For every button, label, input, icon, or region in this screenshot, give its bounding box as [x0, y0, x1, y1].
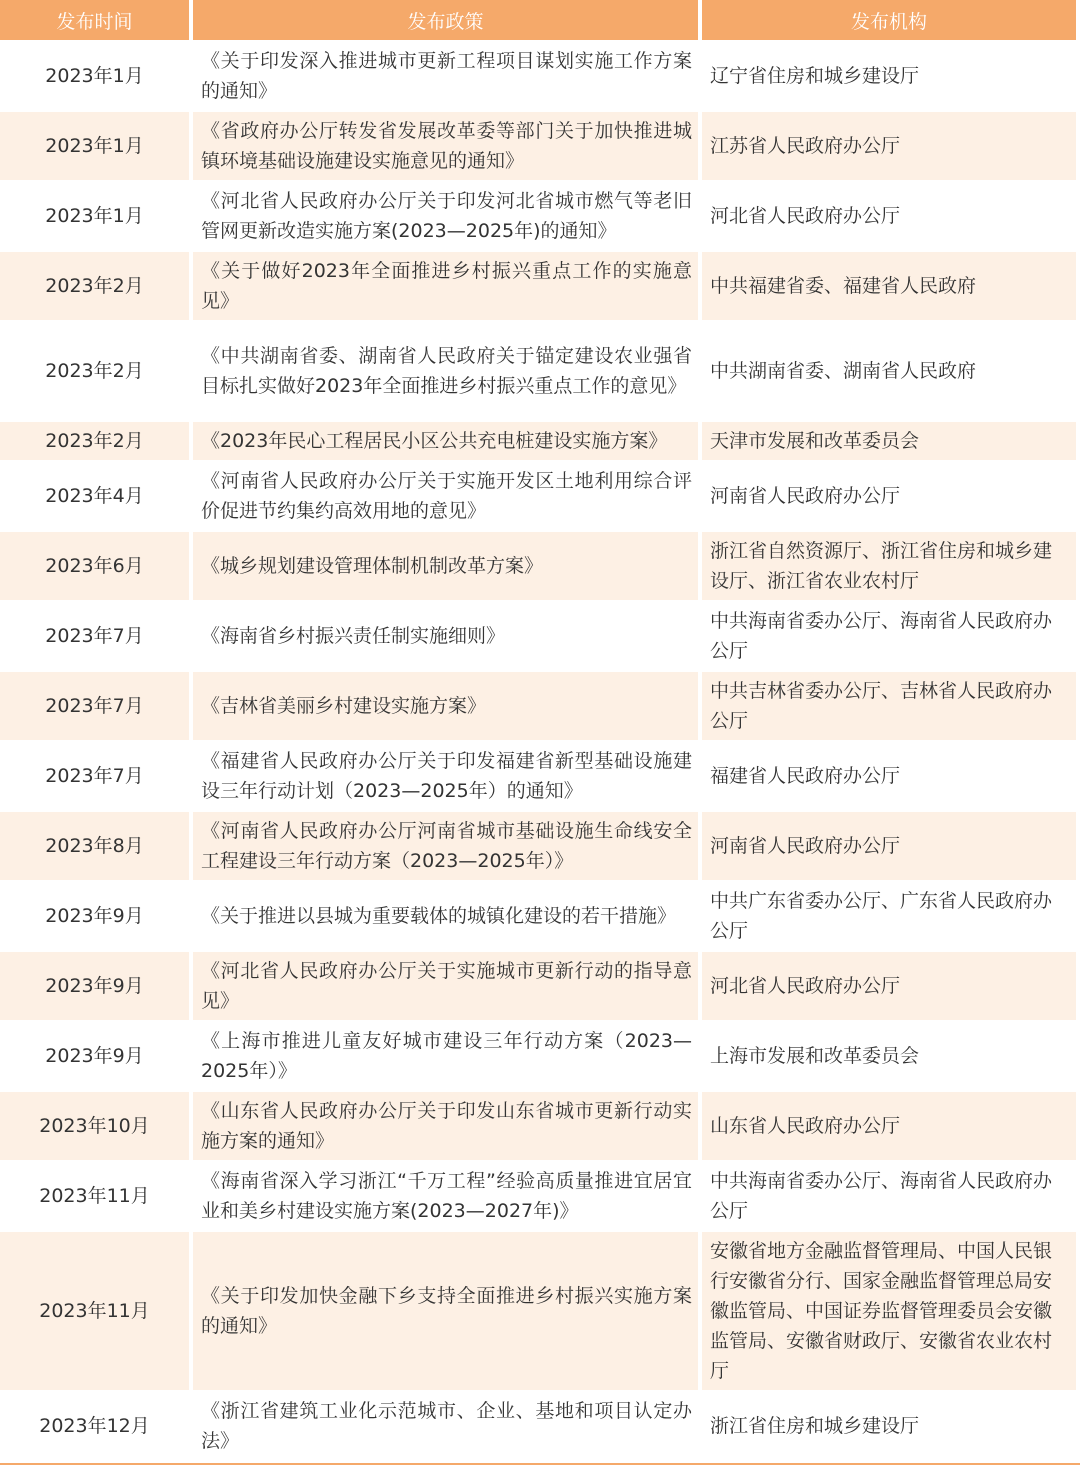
date-text: 2023年9月 [45, 905, 144, 927]
org-text: 上海市发展和改革委员会 [710, 1045, 920, 1067]
cell-policy [193, 1162, 698, 1230]
cell-org [702, 182, 1076, 250]
policy-text: 《关于做好2023年全面推进乡村振兴重点工作的实施意见》 [201, 260, 692, 312]
table-row [0, 1232, 1080, 1390]
org-text: 安徽省地方金融监督管理局、中国人民银行安徽省分行、国家金融监督管理总局安徽监管局、中国证券监督管理委员会安徽监管局、安徽省财政厅、安徽省农业农村厅 [710, 1240, 1053, 1382]
table-row [0, 422, 1080, 460]
cell-policy [193, 742, 698, 810]
date-text: 2023年7月 [45, 765, 144, 787]
cell-policy [193, 322, 698, 420]
policy-text: 《山东省人民政府办公厅关于印发山东省城市更新行动实施方案的通知》 [201, 1100, 692, 1152]
table-row [0, 462, 1080, 530]
org-text: 中共福建省委、福建省人民政府 [710, 275, 977, 297]
date-text: 2023年6月 [45, 555, 144, 577]
bottom-rule [0, 1463, 1080, 1465]
cell-org [702, 112, 1076, 180]
cell-policy [193, 112, 698, 180]
date-text: 2023年7月 [45, 625, 144, 647]
header-org: 发布机构 [702, 0, 1076, 40]
cell-date [0, 812, 189, 880]
table-row [0, 252, 1080, 320]
cell-date [0, 182, 189, 250]
org-text: 中共广东省委办公厅、广东省人民政府办公厅 [710, 890, 1053, 942]
cell-policy [193, 1092, 698, 1160]
org-text: 福建省人民政府办公厅 [710, 765, 901, 787]
cell-date [0, 882, 189, 950]
cell-date [0, 112, 189, 180]
cell-policy [193, 462, 698, 530]
policy-text: 《吉林省美丽乡村建设实施方案》 [201, 695, 487, 717]
org-text: 山东省人民政府办公厅 [710, 1115, 901, 1137]
cell-policy [193, 422, 698, 460]
org-text: 河南省人民政府办公厅 [710, 485, 901, 507]
table-row [0, 322, 1080, 420]
org-text: 中共海南省委办公厅、海南省人民政府办公厅 [710, 610, 1053, 662]
cell-org [702, 42, 1076, 110]
table-row [0, 532, 1080, 600]
cell-date [0, 422, 189, 460]
cell-policy [193, 1392, 698, 1460]
cell-date [0, 952, 189, 1020]
cell-policy [193, 1022, 698, 1090]
org-text: 中共湖南省委、湖南省人民政府 [710, 360, 977, 382]
cell-date [0, 1162, 189, 1230]
header-policy: 发布政策 [193, 0, 698, 40]
cell-date [0, 42, 189, 110]
cell-policy [193, 532, 698, 600]
date-text: 2023年2月 [45, 275, 144, 297]
policy-text: 《福建省人民政府办公厅关于印发福建省新型基础设施建设三年行动计划（2023—2025年）的通知》 [201, 750, 692, 802]
table-row [0, 882, 1080, 950]
cell-org [702, 812, 1076, 880]
org-text: 河北省人民政府办公厅 [710, 205, 901, 227]
cell-org [702, 422, 1076, 460]
cell-policy [193, 952, 698, 1020]
date-text: 2023年8月 [45, 835, 144, 857]
date-text: 2023年4月 [45, 485, 144, 507]
date-text: 2023年1月 [45, 135, 144, 157]
cell-date [0, 1232, 189, 1390]
cell-policy [193, 882, 698, 950]
table-row [0, 1392, 1080, 1460]
cell-org [702, 532, 1076, 600]
cell-date [0, 1022, 189, 1090]
date-text: 2023年1月 [45, 205, 144, 227]
org-text: 中共海南省委办公厅、海南省人民政府办公厅 [710, 1170, 1053, 1222]
date-text: 2023年2月 [45, 360, 144, 382]
org-text: 河北省人民政府办公厅 [710, 975, 901, 997]
policy-text: 《河南省人民政府办公厅关于实施开发区土地利用综合评价促进节约集约高效用地的意见》 [201, 470, 692, 522]
cell-org [702, 742, 1076, 810]
cell-date [0, 1092, 189, 1160]
table-body [0, 42, 1080, 1460]
org-text: 辽宁省住房和城乡建设厅 [710, 65, 920, 87]
cell-policy [193, 252, 698, 320]
date-text: 2023年9月 [45, 975, 144, 997]
cell-date [0, 322, 189, 420]
table-row [0, 952, 1080, 1020]
policy-text: 《海南省深入学习浙江“千万工程”经验高质量推进宜居宜业和美乡村建设实施方案(2023—2027年)》 [201, 1170, 692, 1222]
policy-text: 《河北省人民政府办公厅关于实施城市更新行动的指导意见》 [201, 960, 692, 1012]
cell-policy [193, 42, 698, 110]
cell-org [702, 602, 1076, 670]
date-text: 2023年1月 [45, 65, 144, 87]
policy-text: 《省政府办公厅转发省发展改革委等部门关于加快推进城镇环境基础设施建设实施意见的通知》 [201, 120, 692, 172]
cell-date [0, 1392, 189, 1460]
table-row [0, 1092, 1080, 1160]
policy-text: 《浙江省建筑工业化示范城市、企业、基地和项目认定办法》 [201, 1400, 692, 1452]
cell-org [702, 252, 1076, 320]
cell-org [702, 462, 1076, 530]
table-row [0, 602, 1080, 670]
cell-org [702, 1022, 1076, 1090]
table-row [0, 112, 1080, 180]
date-text: 2023年11月 [39, 1300, 150, 1322]
policy-text: 《上海市推进儿童友好城市建设三年行动方案（2023—2025年）》 [201, 1030, 692, 1082]
cell-date [0, 742, 189, 810]
date-text: 2023年11月 [39, 1185, 150, 1207]
cell-org [702, 322, 1076, 420]
date-text: 2023年7月 [45, 695, 144, 717]
cell-date [0, 672, 189, 740]
cell-policy [193, 182, 698, 250]
table-header [0, 0, 1080, 40]
policy-text: 《关于推进以县城为重要载体的城镇化建设的若干措施》 [201, 905, 677, 927]
cell-date [0, 602, 189, 670]
cell-org [702, 1092, 1076, 1160]
table-row [0, 672, 1080, 740]
cell-org [702, 952, 1076, 1020]
table-row [0, 182, 1080, 250]
org-text: 江苏省人民政府办公厅 [710, 135, 901, 157]
table-row [0, 1162, 1080, 1230]
date-text: 2023年2月 [45, 430, 144, 452]
cell-policy [193, 672, 698, 740]
cell-org [702, 1392, 1076, 1460]
policy-text: 《海南省乡村振兴责任制实施细则》 [201, 625, 506, 647]
cell-org [702, 1232, 1076, 1390]
policy-text: 《城乡规划建设管理体制机制改革方案》 [201, 555, 544, 577]
cell-date [0, 462, 189, 530]
table-row [0, 42, 1080, 110]
policy-text: 《关于印发加快金融下乡支持全面推进乡村振兴实施方案的通知》 [201, 1285, 692, 1337]
org-text: 浙江省住房和城乡建设厅 [710, 1415, 920, 1437]
date-text: 2023年9月 [45, 1045, 144, 1067]
cell-policy [193, 602, 698, 670]
org-text: 河南省人民政府办公厅 [710, 835, 901, 857]
org-text: 中共吉林省委办公厅、吉林省人民政府办公厅 [710, 680, 1053, 732]
header-date: 发布时间 [0, 0, 189, 40]
cell-org [702, 672, 1076, 740]
cell-org [702, 1162, 1076, 1230]
policy-text: 《关于印发深入推进城市更新工程项目谋划实施工作方案的通知》 [201, 50, 692, 102]
policy-text: 《河南省人民政府办公厅河南省城市基础设施生命线安全工程建设三年行动方案（2023—2025年）》 [201, 820, 692, 872]
cell-policy [193, 1232, 698, 1390]
cell-date [0, 252, 189, 320]
policy-text: 《中共湖南省委、湖南省人民政府关于锚定建设农业强省目标扎实做好2023年全面推进乡村振兴重点工作的意见》 [201, 345, 692, 397]
date-text: 2023年10月 [39, 1115, 150, 1137]
cell-date [0, 532, 189, 600]
date-text: 2023年12月 [39, 1415, 150, 1437]
org-text: 浙江省自然资源厅、浙江省住房和城乡建设厅、浙江省农业农村厅 [710, 540, 1053, 592]
policy-text: 《2023年民心工程居民小区公共充电桩建设实施方案》 [201, 430, 668, 452]
policy-text: 《河北省人民政府办公厅关于印发河北省城市燃气等老旧管网更新改造实施方案(2023—2025年)的通知》 [201, 190, 692, 242]
table-row [0, 1022, 1080, 1090]
table-row [0, 812, 1080, 880]
table-row [0, 742, 1080, 810]
cell-org [702, 882, 1076, 950]
org-text: 天津市发展和改革委员会 [710, 430, 920, 452]
cell-policy [193, 812, 698, 880]
